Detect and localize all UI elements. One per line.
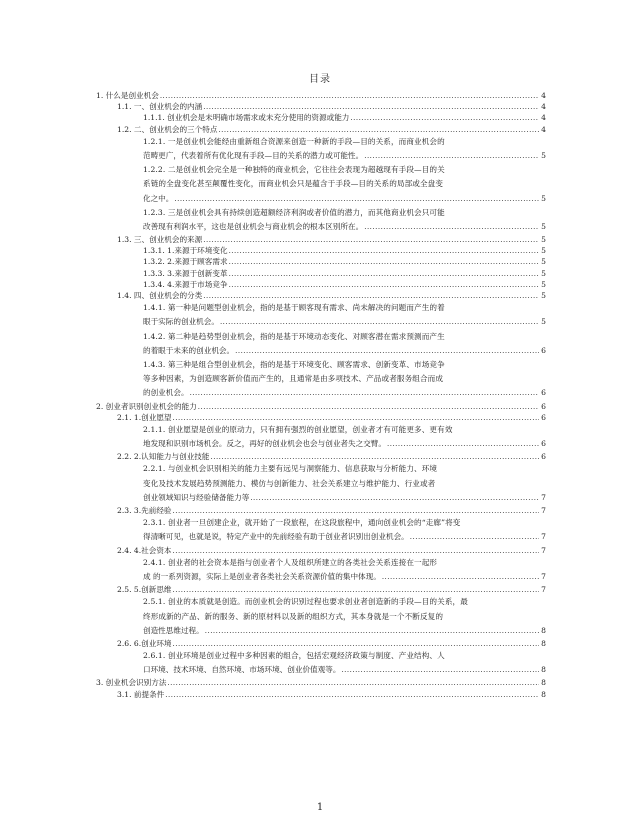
toc-entry-text: 1.4.1. 第一种是问题型创业机会，指的是基于顾客现有需求、尚未解决的问题而产生的着 bbox=[143, 303, 445, 313]
toc-entry-text: 等多种因素，为创造顾客新价值而产生的，且通常是由多项技术、产品或者服务组合而成 bbox=[143, 374, 444, 384]
toc-page-number: 8 bbox=[541, 678, 546, 688]
toc-entry-text: 2.6. 6.创业环境 bbox=[117, 638, 172, 648]
toc-entry-text: 1.3.1. 1.来源于环境变化 bbox=[143, 246, 228, 256]
toc-entry-text: 2.5. 5.创新思维 bbox=[117, 585, 172, 595]
toc-entry-text: 2.3. 3.先前经验 bbox=[117, 506, 172, 515]
toc-entry-text: 1.3. 三、创业机会的来源 bbox=[117, 235, 203, 245]
toc-entry-text: 1.3.4. 4.来源于市场竞争 bbox=[143, 279, 228, 289]
toc-page-number: 5 bbox=[541, 235, 546, 245]
toc-page-number: 6 bbox=[541, 388, 546, 398]
toc-entry[interactable] bbox=[96, 301, 546, 329]
page-number: 1 bbox=[316, 802, 324, 813]
toc-page-number: 7 bbox=[541, 532, 546, 542]
toc-page-number: 4 bbox=[541, 124, 546, 134]
toc-entry[interactable] bbox=[96, 545, 546, 556]
toc-page-number: 5 bbox=[541, 279, 546, 289]
toc-page-number: 6 bbox=[541, 439, 546, 449]
toc-page-number: 7 bbox=[541, 571, 546, 581]
toc-entry-text: 1.3.2. 2.来源于顾客需求 bbox=[143, 257, 228, 267]
toc-entry-text: 1.3.3. 3.来源于创新变革 bbox=[143, 268, 228, 278]
toc-entry-text: 的创业机会。 bbox=[143, 388, 189, 398]
toc-entry-text: 成 的一系列资源，实际上是创业者各类社会关系资源价值的集中体现。 bbox=[143, 571, 381, 581]
toc-page-number: 5 bbox=[541, 268, 546, 278]
toc-entry[interactable] bbox=[96, 358, 546, 401]
toc-page-number: 4 bbox=[541, 91, 546, 100]
toc-entry-text: 2.6.1. 创业环境是创业过程中多种因素的组合，包括宏观经济政策与制度、产业结构、人 bbox=[143, 651, 445, 661]
toc-entry-text: 地发现和识别市场机会。反之，再好的创业机会也会与创业者失之交臂。 bbox=[143, 439, 386, 449]
toc-entry-text: 2. 创业者识别创业机会的能力 bbox=[96, 401, 197, 411]
dot-leader bbox=[235, 344, 539, 358]
toc-entry-text: 眼于实际的创业机会。 bbox=[143, 317, 219, 327]
toc-page-number: 5 bbox=[541, 150, 546, 160]
toc-entry[interactable] bbox=[96, 90, 546, 101]
toc-entry-text: 得清晰可见，也就是说，特定产业中的先前经验有助于创业者识别出创业机会。 bbox=[143, 532, 409, 542]
toc-entry-text: 口环境、技术环境、自然环境、市场环境、创业价值观等。 bbox=[143, 665, 341, 675]
toc-page-number: 6 bbox=[541, 345, 546, 355]
toc-entry-text: 1.1.1. 创业机会是未明确市场需求或未充分使用的资源或能力 bbox=[143, 113, 350, 123]
dot-leader bbox=[364, 149, 539, 163]
toc-entry-text: 2.3.1. 创业者一旦创建企业，就开始了一段旅程，在这段旅程中，通向创业机会的“走廊”将变 bbox=[143, 518, 461, 528]
dot-leader bbox=[341, 663, 539, 677]
toc-entry-text: 系链的全盘变化甚至颠覆性变化，而商业机会只是蕴含于手段—目的关系的局部或全盘变 bbox=[143, 179, 444, 189]
toc-page-number: 6 bbox=[541, 452, 546, 462]
toc-page-number: 8 bbox=[541, 638, 546, 648]
toc-entry[interactable] bbox=[96, 256, 546, 267]
toc-entry[interactable] bbox=[96, 245, 546, 256]
toc-entry[interactable] bbox=[96, 401, 546, 412]
toc-page-number: 5 bbox=[541, 193, 546, 203]
dot-leader bbox=[205, 624, 539, 638]
toc-page-number: 5 bbox=[541, 221, 546, 231]
toc-entry[interactable] bbox=[96, 516, 546, 544]
toc-entry-text: 2.1.1. 创业愿望是创业的原动力，只有拥有强烈的创业愿望，创业者才有可能更多、更有效 bbox=[143, 424, 453, 434]
toc-entry-text: 的着眼于未来的创业机会。 bbox=[143, 345, 235, 355]
toc-entry-text: 2.4.1. 创业者的社会资本是指与创业者个人及组织所建立的各类社会关系连接在一起形 bbox=[143, 557, 438, 567]
toc-entry[interactable] bbox=[96, 689, 546, 700]
dot-leader bbox=[190, 386, 540, 400]
toc-page-number: 7 bbox=[541, 492, 546, 502]
toc-page-number: 4 bbox=[541, 102, 546, 112]
toc-entry-text: 2.4. 4.社会资本 bbox=[117, 545, 172, 555]
toc-entry-text: 终形成新的产品、新的服务、新的原材料以及新的组织方式，其本身就是一个不断反复的 bbox=[143, 611, 444, 621]
dot-leader bbox=[250, 491, 539, 505]
toc-entry[interactable] bbox=[96, 584, 546, 595]
toc-page-number: 7 bbox=[541, 585, 546, 595]
dot-leader bbox=[165, 690, 539, 701]
dot-leader bbox=[364, 220, 539, 234]
toc-page-number: 8 bbox=[541, 665, 546, 675]
toc-entry-text: 1.4.3. 第三种是组合型创业机会，指的是基于环境变化、顾客需求、创新变革、市场竞争 bbox=[143, 359, 445, 369]
dot-leader bbox=[382, 570, 539, 584]
toc-page-number: 5 bbox=[541, 257, 546, 267]
toc-entry[interactable] bbox=[96, 412, 546, 423]
toc-entry[interactable] bbox=[96, 163, 546, 206]
toc-entry[interactable] bbox=[96, 290, 546, 301]
toc-entry[interactable] bbox=[96, 279, 546, 290]
toc-entry-text: 3.1. 前提条件 bbox=[117, 689, 165, 699]
toc-page-number: 7 bbox=[541, 506, 546, 515]
toc-entry[interactable] bbox=[96, 234, 546, 245]
toc-entry-text: 1.1. 一、创业机会的内涵 bbox=[117, 102, 203, 112]
toc-entry[interactable] bbox=[96, 677, 546, 688]
toc-entry-text: 创业领域知识与经验储备能力等 bbox=[143, 492, 250, 502]
toc-entry-text: 创造性思维过程。 bbox=[143, 625, 204, 635]
toc-page-number: 8 bbox=[541, 625, 546, 635]
toc-page-number: 8 bbox=[541, 689, 546, 699]
toc-entry[interactable] bbox=[96, 124, 546, 135]
page-title: 目录 bbox=[309, 74, 331, 85]
toc-page-number: 6 bbox=[541, 401, 546, 411]
toc-entry-text: 2.5.1. 创业的本质就是创造。而创业机会的识别过程也要求创业者创造新的手段—目的关系，最 bbox=[143, 597, 468, 607]
toc-entry-text: 2.2. 2.认知能力与创业技能 bbox=[117, 452, 210, 462]
dot-leader bbox=[220, 315, 539, 329]
toc-entry[interactable] bbox=[96, 101, 546, 112]
toc-entry-text: 1.2. 二、创业机会的三个特点 bbox=[117, 124, 218, 134]
toc-entry[interactable] bbox=[96, 135, 546, 163]
toc-entry[interactable] bbox=[96, 638, 546, 649]
toc-page-number: 6 bbox=[541, 412, 546, 422]
toc-entry[interactable] bbox=[96, 451, 546, 462]
dot-leader bbox=[387, 437, 539, 451]
toc-page-number: 7 bbox=[541, 545, 546, 555]
toc-entry-text: 1.4. 四、创业机会的分类 bbox=[117, 291, 203, 300]
toc-entry[interactable] bbox=[96, 462, 546, 505]
toc-entry[interactable] bbox=[96, 505, 546, 516]
toc-entry-text: 3. 创业机会识别方法 bbox=[96, 678, 167, 688]
toc-entry[interactable] bbox=[96, 206, 546, 234]
toc-entry[interactable] bbox=[96, 595, 546, 638]
toc-entry-text: 1.2.1. 一是创业机会能经由重新组合资源来创造一种新的手段—目的关系，而商业机会的 bbox=[143, 136, 445, 146]
toc-page-number: 5 bbox=[541, 246, 546, 256]
toc-entry[interactable] bbox=[96, 268, 546, 279]
toc-page-number: 5 bbox=[541, 317, 546, 327]
toc-entry-text: 化之中。 bbox=[143, 193, 174, 203]
toc-entry[interactable] bbox=[96, 556, 546, 584]
dot-leader bbox=[174, 192, 539, 206]
toc-entry[interactable] bbox=[96, 330, 546, 358]
toc-entry[interactable] bbox=[96, 423, 546, 451]
toc-entry-text: 2.2.1. 与创业机会识别相关的能力主要有远见与洞察能力、信息获取与分析能力、环境 bbox=[143, 464, 438, 474]
toc-entry-text: 1.2.3. 三是创业机会具有持续创造超额经济利润或者价值的潜力，而其他商业机会只可能 bbox=[143, 207, 445, 217]
toc-entry[interactable] bbox=[96, 112, 546, 123]
toc-page-number: 4 bbox=[541, 113, 546, 123]
toc-entry-text: 变化及技术发展趋势预测能力、模仿与创新能力、社会关系建立与维护能力、行业或者 bbox=[143, 478, 436, 488]
toc-entry-text: 1. 什么是创业机会 bbox=[96, 91, 159, 100]
toc-page-number: 5 bbox=[541, 291, 546, 300]
table-of-contents bbox=[96, 90, 546, 700]
toc-entry[interactable] bbox=[96, 649, 546, 677]
toc-entry-text: 改善现有利润水平，这也是创业机会与商业机会的根本区别所在。 bbox=[143, 221, 364, 231]
toc-entry-text: 范畴更广，代表着所有优化现有手段—目的关系的潜力或可能性。 bbox=[143, 150, 364, 160]
dot-leader bbox=[410, 530, 539, 544]
toc-entry-text: 2.1. 1.创业愿望 bbox=[117, 412, 172, 422]
toc-entry-text: 1.2.2. 二是创业机会完全是一种独特的商业机会，它往往会表现为超越现有手段—目的关 bbox=[143, 165, 445, 175]
toc-entry-text: 1.4.2. 第二种是趋势型创业机会，指的是基于环境动态变化、对顾客潜在需求预测而产生 bbox=[143, 331, 445, 341]
